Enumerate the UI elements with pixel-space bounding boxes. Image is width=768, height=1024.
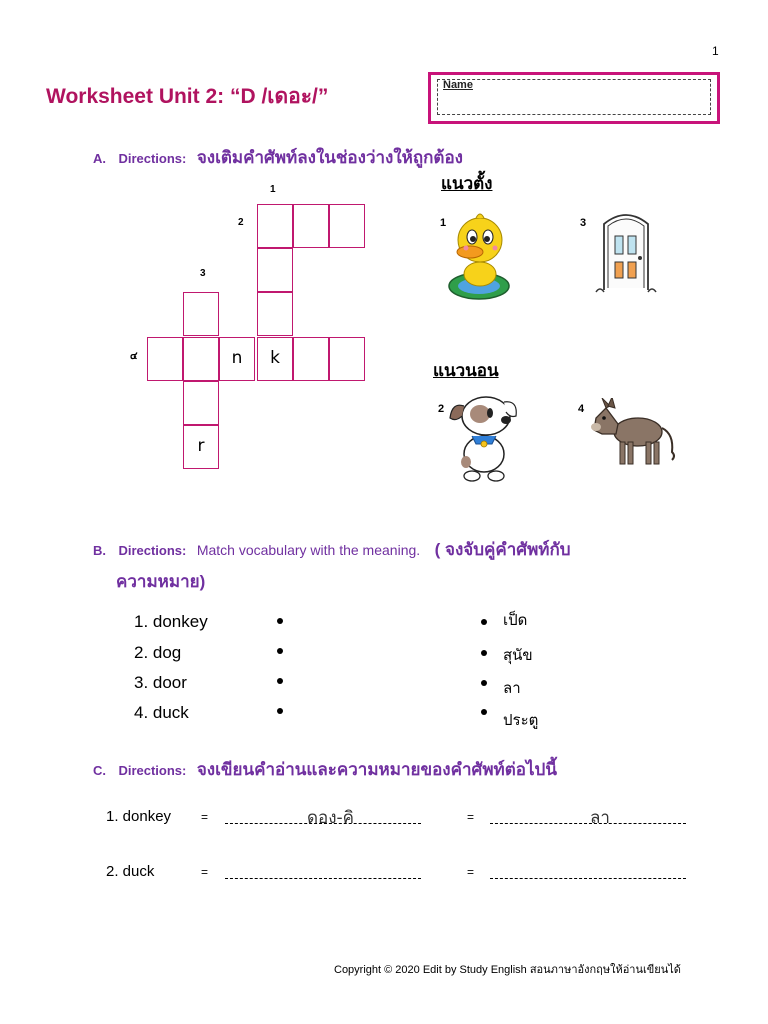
section-c-instruction: จงเขียนคำอ่านและความหมายของคำศัพท์ต่อไปนี้ [196,760,557,779]
name-field[interactable] [437,79,711,115]
vocab-item-2: 2. dog [134,643,182,662]
crossword-cell[interactable] [183,292,219,336]
crossword-cell[interactable] [183,337,219,381]
crossword-cell[interactable] [293,337,329,381]
crossword-cell[interactable] [183,381,219,425]
crossword-cell[interactable] [329,337,365,381]
match-dot-right[interactable] [481,619,487,625]
duck-icon [446,210,512,302]
clue-number-3: 3 [200,268,206,279]
meaning-line-2[interactable] [490,878,686,879]
match-dot-right[interactable] [481,650,487,656]
meaning-item-4: ประตู [503,712,539,729]
c-word-1: 1. donkey [106,808,172,825]
reading-answer-1: ดอง-คิ [307,808,355,828]
picture-number-4: 4 [578,403,585,415]
vocab-item-4: 4. duck [134,703,189,722]
name-box[interactable] [428,72,720,124]
section-b-directions [93,536,571,563]
match-dot-left[interactable] [277,678,283,684]
section-a-directions [93,144,463,171]
meaning-item-1: เป็ด [503,612,528,629]
page-number: 1 [712,44,719,58]
crossword-cell[interactable] [329,204,365,248]
crossword-cell[interactable] [257,248,293,292]
match-dot-right[interactable] [481,709,487,715]
meaning-item-2: สุนัข [503,647,533,664]
meaning-line-1[interactable] [490,823,686,824]
match-dot-left[interactable] [277,618,283,624]
section-c-directions [93,756,557,783]
clue-number-4: ๔ [130,351,138,362]
section-c-directions-label: Directions: [118,763,187,778]
crossword-cell-k[interactable]: k [257,337,293,381]
dog-icon [446,392,522,484]
crossword-cell-n[interactable]: n [219,337,255,381]
c-eq-2a: = [201,865,209,879]
section-b-instruction-th-2: ความหมาย) [116,572,206,591]
c-eq-1a: = [201,810,209,824]
match-dot-right[interactable] [481,680,487,686]
reading-line-2[interactable] [225,878,421,879]
meaning-item-3: ลา [503,680,521,697]
section-b-letter: B. [93,543,106,558]
picture-number-1: 1 [440,217,447,229]
crossword-cell[interactable] [257,292,293,336]
section-b-instruction-th-1: ( จงจับคู่คำศัพท์กับ [434,540,571,559]
section-b-instruction-en: Match vocabulary with the meaning. [196,542,421,558]
crossword-cell[interactable] [257,204,293,248]
section-c-letter: C. [93,763,106,778]
match-dot-left[interactable] [277,648,283,654]
picture-number-3: 3 [580,217,587,229]
door-icon [594,210,658,296]
donkey-icon [588,398,682,470]
c-eq-1b: = [467,810,475,824]
section-a-directions-label: Directions: [118,151,187,166]
vocab-item-3: 3. door [134,673,187,692]
c-word-2: 2. duck [106,863,155,880]
section-b-directions-label: Directions: [118,543,187,558]
picture-number-2: 2 [438,403,445,415]
match-dot-left[interactable] [277,708,283,714]
clue-number-2: 2 [238,217,244,228]
copyright-footer: Copyright © 2020 Edit by Study English สอนภาษาอังกฤษให้อ่านเขียนได้ [334,964,681,976]
across-heading: แนวนอน [433,361,499,380]
name-label: Name [443,79,473,91]
section-a-instruction: จงเติมคำศัพท์ลงในช่องว่างให้ถูกต้อง [196,148,463,167]
clue-number-1: 1 [270,184,276,195]
crossword-cell-r[interactable]: r [183,425,219,469]
c-eq-2b: = [467,865,475,879]
meaning-answer-1: ลา [590,808,610,828]
section-b-instruction-line-2 [116,568,205,595]
down-heading: แนวตั้ง [441,174,493,193]
crossword-cell[interactable] [293,204,329,248]
section-a-letter: A. [93,151,106,166]
worksheet-title: Worksheet Unit 2: “D /เดอะ/” [46,85,329,108]
crossword-cell[interactable] [147,337,183,381]
vocab-item-1: 1. donkey [134,612,208,631]
